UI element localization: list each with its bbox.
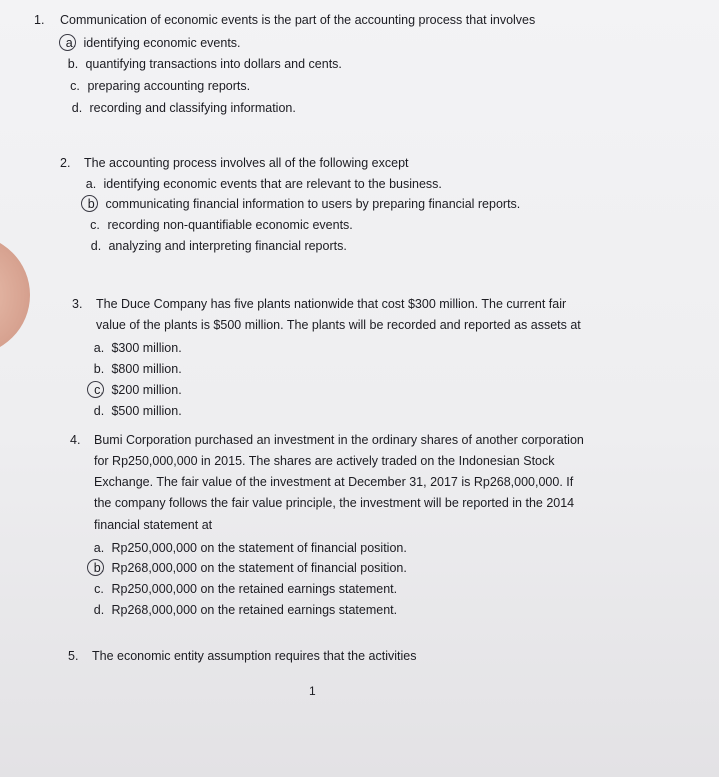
- question-number: 4.: [70, 433, 81, 447]
- question-number: 5.: [68, 649, 79, 663]
- question-number: 2.: [60, 156, 71, 170]
- page-number: 1: [309, 684, 316, 698]
- option-a: a. identifying economic events.: [62, 33, 241, 54]
- question-stem-line: The Duce Company has five plants nationwide that cost $300 million. The current fair: [96, 297, 567, 311]
- question-stem-line: the company follows the fair value principle, the investment will be reported in the 2014: [94, 496, 575, 510]
- question-stem: Communication of economic events is the part of the accounting process that involves: [60, 13, 536, 27]
- thumb-in-photo: [0, 235, 30, 355]
- option-c: c. $200 million.: [90, 380, 182, 401]
- option-b: b. communicating financial information to users by preparing financial reports.: [84, 194, 520, 215]
- answer-circle: [87, 381, 104, 398]
- question-stem: The accounting process involves all of the following except: [84, 156, 409, 170]
- question-stem-line: Exchange. The fair value of the investment at December 31, 2017 is Rp268,000,000. If: [94, 475, 574, 489]
- option-b: b. Rp268,000,000 on the statement of financial position.: [90, 558, 407, 579]
- option-a: a. identifying economic events that are relevant to the business.: [85, 177, 442, 191]
- question-stem-line: for Rp250,000,000 in 2015. The shares are actively traded on the Indonesian Stock: [94, 454, 555, 468]
- option-c: c. recording non-quantifiable economic events.: [90, 218, 353, 232]
- answer-circle: [87, 559, 104, 576]
- option-d: d. $500 million.: [93, 404, 182, 418]
- option-a: a. $300 million.: [93, 341, 182, 355]
- option-b: b. quantifying transactions into dollars and cents.: [67, 57, 342, 71]
- option-a: a. Rp250,000,000 on the statement of financial position.: [93, 541, 407, 555]
- answer-circle: [59, 34, 76, 51]
- option-c: c. Rp250,000,000 on the retained earnings statement.: [94, 582, 398, 596]
- option-d: d. recording and classifying information.: [71, 101, 296, 115]
- option-b: b. $800 million.: [93, 362, 182, 376]
- option-d: d. analyzing and interpreting financial reports.: [90, 239, 347, 253]
- question-number: 1.: [34, 13, 45, 27]
- option-d: d. Rp268,000,000 on the retained earnings statement.: [93, 603, 398, 617]
- answer-circle: [81, 195, 98, 212]
- question-stem-line: value of the plants is $500 million. The plants will be recorded and reported as assets at: [96, 318, 581, 332]
- question-number: 3.: [72, 297, 83, 311]
- question-stem-line: financial statement at: [94, 518, 213, 532]
- question-stem: The economic entity assumption requires that the activities: [92, 649, 417, 663]
- option-c: c. preparing accounting reports.: [70, 79, 251, 93]
- question-stem-line: Bumi Corporation purchased an investment in the ordinary shares of another corporation: [94, 433, 584, 447]
